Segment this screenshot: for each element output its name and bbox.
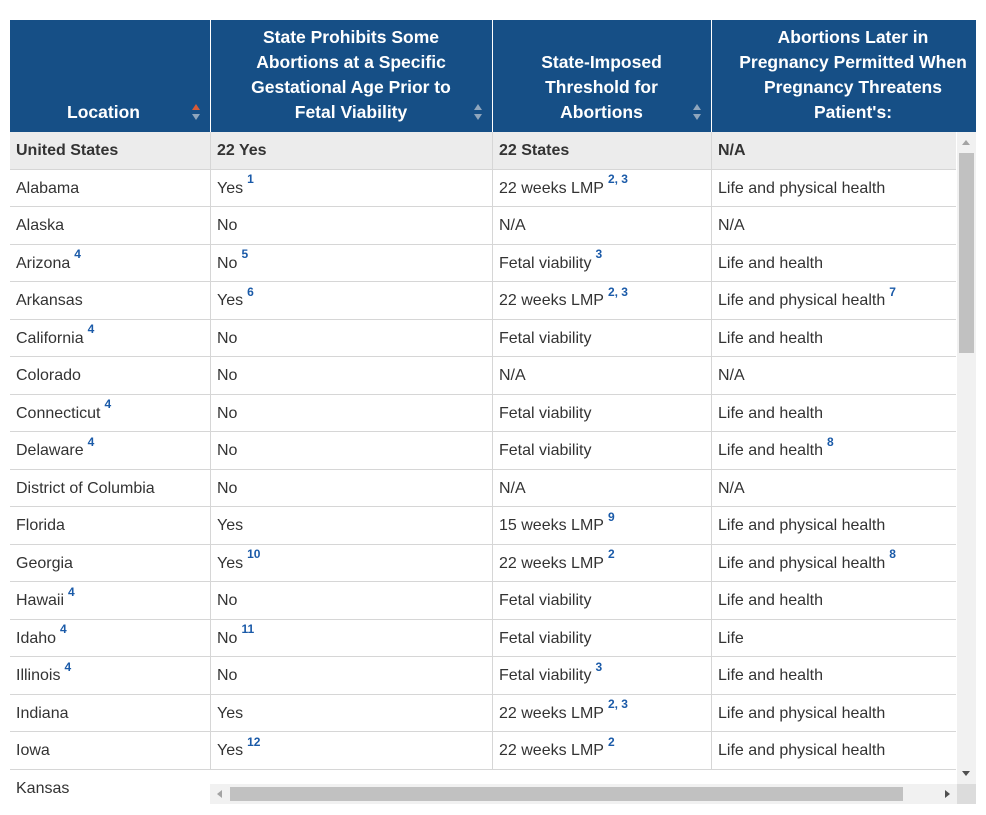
table-row <box>10 620 956 658</box>
footnote-link[interactable]: 2, 3 <box>607 697 628 712</box>
prohibits-cell <box>210 395 491 432</box>
cell-text: Life and health <box>718 254 823 272</box>
threshold-cell <box>492 545 710 582</box>
footnote-link[interactable]: 2 <box>607 734 615 749</box>
prohibits-cell <box>210 357 491 394</box>
cell-text: Yes <box>217 704 244 722</box>
prohibits-cell <box>210 507 491 544</box>
cell-text: Alaska <box>16 217 65 234</box>
table-row <box>10 695 956 733</box>
column-header-label: State-Imposed Threshold for Abortions <box>541 52 662 122</box>
threshold-cell <box>492 695 710 732</box>
threshold-cell <box>492 395 710 432</box>
table-row <box>10 657 956 695</box>
sort-active-icon[interactable] <box>192 104 200 120</box>
location-cell <box>10 282 209 319</box>
location-cell <box>10 432 209 469</box>
permitted-cell <box>711 282 956 319</box>
vertical-scrollbar[interactable] <box>957 132 976 784</box>
cell-text: No <box>217 404 238 422</box>
table-row <box>10 395 956 433</box>
cell-text: Fetal viability <box>499 442 592 459</box>
cell-text: No <box>217 479 238 497</box>
cell-text: Life and physical health <box>718 517 886 534</box>
threshold-cell <box>492 245 710 282</box>
permitted-cell <box>711 357 956 394</box>
location-cell <box>10 207 209 244</box>
footnote-link[interactable]: 10 <box>247 547 261 562</box>
cell-text: Fetal viability <box>499 667 592 684</box>
table-row <box>10 245 956 283</box>
footnote-link[interactable]: 6 <box>247 284 254 299</box>
footnote-link[interactable]: 2, 3 <box>607 172 628 187</box>
cell-text: N/A <box>718 142 746 159</box>
cell-text: Yes <box>217 742 244 759</box>
cell-text: Yes <box>217 517 244 534</box>
cell-text: 22 weeks LMP <box>499 292 604 309</box>
cell-text: No <box>217 592 238 609</box>
footnote-link[interactable]: 1 <box>247 172 254 187</box>
table-row <box>10 507 956 545</box>
footnote-link[interactable]: 9 <box>607 509 615 524</box>
cell-text: Fetal viability <box>499 592 592 609</box>
column-header-label: Location <box>67 102 140 122</box>
threshold-cell <box>492 620 710 657</box>
cell-text: Iowa <box>16 742 50 759</box>
table-row <box>10 207 956 245</box>
threshold-cell <box>492 432 710 469</box>
location-cell <box>10 695 209 732</box>
prohibits-cell <box>210 732 491 769</box>
cell-text: Fetal viability <box>499 254 592 272</box>
cell-text: 22 weeks LMP <box>499 742 604 759</box>
location-cell <box>10 657 209 694</box>
permitted-cell <box>711 320 956 357</box>
cell-text: California <box>16 329 84 347</box>
footnote-link[interactable]: 4 <box>68 584 75 599</box>
column-header-location[interactable] <box>10 20 209 132</box>
cell-text: Life and health <box>718 329 823 347</box>
scroll-up-arrow-icon[interactable] <box>962 140 970 145</box>
cell-text: Fetal viability <box>499 329 592 347</box>
cell-text: Florida <box>16 517 65 534</box>
cell-text: 22 weeks LMP <box>499 179 604 197</box>
cell-text: Yes <box>217 554 244 572</box>
cell-text: Life and physical health <box>718 179 886 197</box>
cell-text: 22 States <box>499 142 570 159</box>
footnote-link[interactable]: 4 <box>74 247 81 262</box>
cell-text: Alabama <box>16 179 80 197</box>
threshold-cell <box>492 507 710 544</box>
table-header <box>10 20 976 132</box>
footnote-link[interactable]: 4 <box>60 622 67 637</box>
cell-text: Fetal viability <box>499 404 592 422</box>
permitted-cell <box>711 545 956 582</box>
permitted-cell <box>711 695 956 732</box>
cell-text: 22 Yes <box>217 142 267 159</box>
horizontal-scrollbar[interactable] <box>210 784 957 804</box>
footnote-link[interactable]: 8 <box>889 547 896 562</box>
threshold-cell <box>492 207 710 244</box>
prohibits-cell <box>210 545 491 582</box>
location-cell <box>10 545 209 582</box>
location-cell <box>10 357 209 394</box>
prohibits-cell <box>210 207 491 244</box>
column-header-label: State Prohibits Some Abortions at a Specific Gestational Age Prior to Fetal Viability <box>251 27 451 122</box>
permitted-cell <box>711 582 956 619</box>
footnote-link[interactable]: 4 <box>87 434 95 449</box>
table-row <box>10 170 956 208</box>
threshold-cell <box>492 732 710 769</box>
cell-text: Illinois <box>16 667 61 684</box>
table-row <box>10 282 956 320</box>
permitted-cell <box>711 170 956 207</box>
footnote-link[interactable]: 5 <box>241 247 249 262</box>
cell-text: Yes <box>217 292 244 309</box>
cell-text: Life and physical health <box>718 292 886 309</box>
cell-text: Life and physical health <box>718 742 886 759</box>
prohibits-cell <box>210 132 491 169</box>
table-body <box>10 132 956 804</box>
location-cell <box>10 320 209 357</box>
permitted-cell <box>711 657 956 694</box>
prohibits-cell <box>210 282 491 319</box>
cell-text: No <box>217 667 238 684</box>
footnote-link[interactable]: 12 <box>247 734 261 749</box>
cell-text: 22 weeks LMP <box>499 704 604 722</box>
table-row <box>10 732 956 770</box>
prohibits-cell <box>210 582 491 619</box>
scroll-right-arrow-icon[interactable] <box>945 790 950 798</box>
footnote-link[interactable]: 7 <box>889 284 896 299</box>
location-cell <box>10 470 209 507</box>
cell-text: N/A <box>718 479 745 497</box>
permitted-cell <box>711 432 956 469</box>
prohibits-cell <box>210 695 491 732</box>
cell-text: Life and physical health <box>718 704 886 722</box>
location-cell <box>10 620 209 657</box>
cell-text: Yes <box>217 179 244 197</box>
cell-text: United States <box>16 142 119 159</box>
column-header-permitted[interactable] <box>711 20 976 132</box>
cell-text: 22 weeks LMP <box>499 554 604 572</box>
cell-text: 15 weeks LMP <box>499 517 604 534</box>
cell-text: No <box>217 442 238 459</box>
scroll-left-arrow-icon[interactable] <box>217 790 222 798</box>
permitted-cell <box>711 470 956 507</box>
cell-text: Life and health <box>718 404 823 422</box>
cell-text: N/A <box>499 367 526 384</box>
cell-text: Connecticut <box>16 404 101 422</box>
permitted-cell <box>711 245 956 282</box>
footnote-link[interactable]: 11 <box>241 622 255 637</box>
cell-text: Life and health <box>718 667 823 684</box>
cell-text: Colorado <box>16 367 81 384</box>
table-row <box>10 470 956 508</box>
prohibits-cell <box>210 470 491 507</box>
permitted-cell <box>711 507 956 544</box>
prohibits-cell <box>210 620 491 657</box>
vertical-scroll-thumb[interactable] <box>959 153 974 353</box>
footnote-link[interactable]: 2 <box>607 547 615 562</box>
sort-icon[interactable] <box>693 104 701 120</box>
cell-text: No <box>217 217 238 234</box>
column-header-prohibits[interactable] <box>210 20 491 132</box>
cell-text: Life and physical health <box>718 554 886 572</box>
table-row <box>10 545 956 583</box>
cell-text: Georgia <box>16 554 73 572</box>
footnote-link[interactable]: 8 <box>826 434 834 449</box>
prohibits-cell <box>210 657 491 694</box>
cell-text: Life and health <box>718 442 823 459</box>
cell-text: Arkansas <box>16 292 83 309</box>
table-row <box>10 320 956 358</box>
cell-text: Idaho <box>16 629 57 647</box>
table-row <box>10 357 956 395</box>
location-cell <box>10 132 209 169</box>
location-cell <box>10 770 209 805</box>
permitted-cell <box>711 207 956 244</box>
cell-text: Fetal viability <box>499 629 592 647</box>
location-cell <box>10 395 209 432</box>
footnote-link[interactable]: 3 <box>595 659 603 674</box>
cell-text: N/A <box>718 367 745 384</box>
cell-text: Life <box>718 629 744 647</box>
column-header-threshold[interactable] <box>492 20 710 132</box>
prohibits-cell <box>210 432 491 469</box>
cell-text: Life and health <box>718 592 823 609</box>
footnote-link[interactable]: 2, 3 <box>607 284 628 299</box>
footnote-link[interactable]: 3 <box>595 247 603 262</box>
footnote-link[interactable]: 4 <box>64 659 72 674</box>
location-cell <box>10 245 209 282</box>
summary-row <box>10 132 956 170</box>
cell-text: N/A <box>718 217 745 234</box>
cell-text: N/A <box>499 217 526 234</box>
threshold-cell <box>492 582 710 619</box>
horizontal-scroll-thumb[interactable] <box>230 787 903 801</box>
permitted-cell <box>711 620 956 657</box>
threshold-cell <box>492 357 710 394</box>
cell-text: Kansas <box>16 779 70 797</box>
permitted-cell <box>711 132 956 169</box>
cell-text: N/A <box>499 479 526 497</box>
scroll-down-arrow-icon[interactable] <box>962 771 970 776</box>
location-cell <box>10 582 209 619</box>
permitted-cell <box>711 732 956 769</box>
cell-text: Hawaii <box>16 592 65 609</box>
prohibits-cell <box>210 320 491 357</box>
table-row <box>10 582 956 620</box>
prohibits-cell <box>210 245 491 282</box>
threshold-cell <box>492 132 710 169</box>
cell-text: Indiana <box>16 704 69 722</box>
permitted-cell <box>711 395 956 432</box>
threshold-cell <box>492 320 710 357</box>
scrollbar-corner <box>957 784 976 804</box>
table-row <box>10 432 956 470</box>
column-header-label: Abortions Later in Pregnancy Permitted When Pregnancy Threatens Patient's: <box>739 27 967 122</box>
footnote-link[interactable]: 4 <box>104 397 112 412</box>
cell-text: No <box>217 629 238 647</box>
cell-text: No <box>217 254 238 272</box>
cell-text: No <box>217 367 238 384</box>
sort-icon[interactable] <box>474 104 482 120</box>
threshold-cell <box>492 470 710 507</box>
threshold-cell <box>492 282 710 319</box>
cell-text: Delaware <box>16 442 84 459</box>
abortion-policy-table <box>10 20 976 804</box>
cell-text: Arizona <box>16 254 71 272</box>
cell-text: District of Columbia <box>16 479 155 497</box>
cell-text: No <box>217 329 238 347</box>
location-cell <box>10 732 209 769</box>
threshold-cell <box>492 170 710 207</box>
location-cell <box>10 170 209 207</box>
threshold-cell <box>492 657 710 694</box>
prohibits-cell <box>210 170 491 207</box>
location-cell <box>10 507 209 544</box>
footnote-link[interactable]: 4 <box>87 322 95 337</box>
